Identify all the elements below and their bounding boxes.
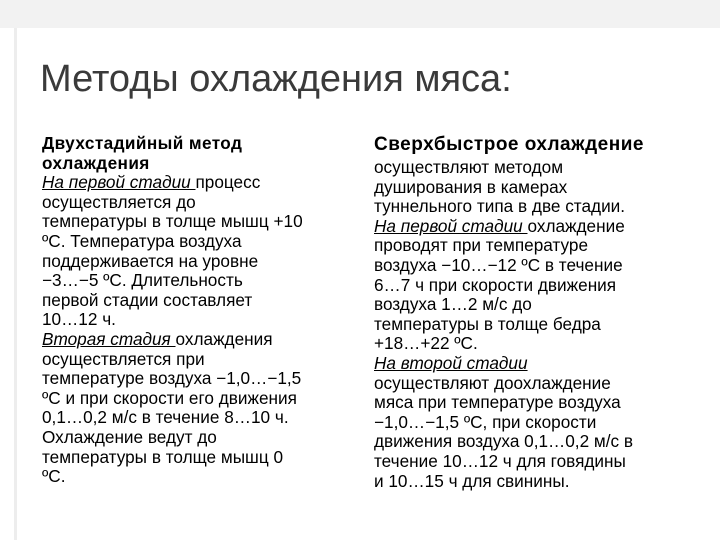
line-text: −3…−5 ºС. Длительность bbox=[42, 270, 243, 291]
text-line bbox=[42, 173, 360, 193]
line-text: воздуха −10…−12 ºС в течение bbox=[374, 254, 623, 275]
slide-title: Методы охлаждения мяса: bbox=[40, 58, 512, 100]
text-line bbox=[374, 393, 712, 413]
line-text: первой стадии составляет bbox=[42, 289, 253, 310]
line-text: 6…7 ч при скорости движения bbox=[374, 274, 617, 295]
underlined-stage-label: На второй стадии bbox=[374, 352, 528, 373]
right-heading: Сверхбыстрое охлаждение bbox=[374, 134, 644, 155]
right-body bbox=[374, 158, 712, 491]
line-text: душирования в камерах bbox=[374, 176, 568, 197]
line-text: температуры в толще мышц +10 bbox=[42, 211, 303, 232]
text-line bbox=[42, 193, 360, 213]
left-heading-line: охлаждения bbox=[42, 152, 150, 173]
text-line bbox=[42, 408, 360, 428]
text-line bbox=[374, 413, 712, 433]
text-line bbox=[374, 334, 712, 354]
text-line bbox=[374, 256, 712, 276]
underlined-stage-label: На первой стадии bbox=[374, 215, 528, 236]
text-line bbox=[42, 467, 360, 487]
line-text: ºС. bbox=[42, 466, 66, 487]
text-line bbox=[374, 236, 712, 256]
text-line bbox=[374, 178, 712, 198]
line-text: проводят при температуре bbox=[374, 235, 589, 256]
line-text: Охлаждение ведут до bbox=[42, 426, 217, 447]
line-text: охлаждения bbox=[175, 328, 273, 349]
line-text: ºС. Температура воздуха bbox=[42, 230, 242, 251]
underlined-stage-label: На первой стадии bbox=[42, 172, 196, 193]
line-text: ºС и при скорости его движения bbox=[42, 387, 297, 408]
text-line bbox=[42, 271, 360, 291]
line-text: +18…+22 ºС. bbox=[374, 333, 478, 354]
line-text: 10…12 ч. bbox=[42, 309, 116, 330]
text-line bbox=[374, 472, 712, 492]
text-line bbox=[374, 217, 712, 237]
line-text: осуществляют доохлаждение bbox=[374, 372, 611, 393]
text-line bbox=[42, 369, 360, 389]
line-text: осуществляется до bbox=[42, 191, 196, 212]
line-text: воздуха 1…2 м/с до bbox=[374, 294, 532, 315]
line-text: температуре воздуха −1,0…−1,5 bbox=[42, 368, 302, 389]
line-text: движения воздуха 0,1…0,2 м/с в bbox=[374, 431, 633, 452]
line-text: туннельного типа в две стадии. bbox=[374, 196, 626, 217]
text-line bbox=[42, 330, 360, 350]
right-column bbox=[374, 134, 712, 491]
slide-top-bar bbox=[0, 0, 720, 28]
line-text: охлаждение bbox=[527, 215, 625, 236]
text-line bbox=[42, 350, 360, 370]
line-text: осуществляют методом bbox=[374, 157, 564, 177]
text-line bbox=[374, 452, 712, 472]
text-line bbox=[374, 315, 712, 335]
text-line bbox=[374, 197, 712, 217]
line-text: осуществляется при bbox=[42, 348, 205, 369]
text-line bbox=[374, 276, 712, 296]
line-text: поддерживается на уровне bbox=[42, 250, 259, 271]
left-body bbox=[42, 173, 360, 487]
left-column bbox=[42, 134, 360, 487]
text-line bbox=[374, 432, 712, 452]
text-line bbox=[42, 389, 360, 409]
text-line bbox=[374, 158, 712, 178]
line-text: 0,1…0,2 м/с в течение 8…10 ч. bbox=[42, 407, 289, 428]
text-line bbox=[42, 428, 360, 448]
slide-left-rule bbox=[14, 28, 17, 540]
underlined-stage-label: Вторая стадия bbox=[42, 328, 176, 349]
text-line bbox=[42, 291, 360, 311]
line-text: процесс bbox=[195, 172, 261, 193]
text-line bbox=[42, 212, 360, 232]
line-text: мяса при температуре воздуха bbox=[374, 392, 621, 413]
line-text: −1,0…−1,5 ºС, при скорости bbox=[374, 411, 597, 432]
left-heading-line: Двухстадийный метод bbox=[42, 133, 243, 153]
text-line bbox=[374, 374, 712, 394]
line-text: течение 10…12 ч для говядины bbox=[374, 450, 626, 471]
line-text: температуры в толще бедра bbox=[374, 313, 601, 334]
line-text: и 10…15 ч для свинины. bbox=[374, 470, 570, 491]
text-line bbox=[42, 252, 360, 272]
text-line bbox=[374, 354, 712, 374]
text-line bbox=[374, 295, 712, 315]
text-line bbox=[42, 232, 360, 252]
line-text: температуры в толще мышц 0 bbox=[42, 446, 284, 467]
text-line bbox=[42, 448, 360, 468]
text-line bbox=[42, 310, 360, 330]
